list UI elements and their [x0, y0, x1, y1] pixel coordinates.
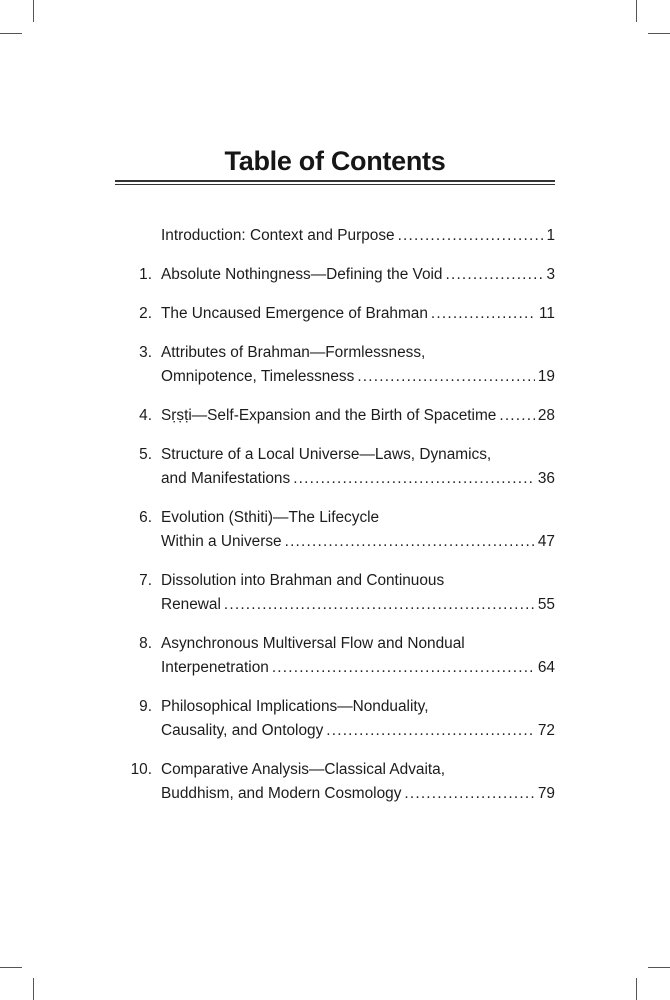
- toc-entry[interactable]: [115, 224, 555, 248]
- toc-entry[interactable]: [115, 506, 555, 554]
- toc-entry[interactable]: [115, 263, 555, 287]
- dot-leader: [326, 719, 535, 743]
- toc-entry-title-line: Introduction: Context and Purpose: [161, 227, 395, 244]
- crop-mark: [0, 967, 22, 968]
- dot-leader: [357, 365, 535, 389]
- toc-entry-title-line: Absolute Nothingness—Defining the Void: [161, 266, 443, 283]
- dot-leader: [404, 782, 534, 806]
- toc-entry-leader-row: [161, 719, 555, 743]
- toc-entry[interactable]: [115, 404, 555, 428]
- dot-leader: [499, 404, 535, 428]
- toc-entry-body: [161, 302, 555, 326]
- title-rule: [115, 184, 555, 185]
- dot-leader: [224, 593, 535, 617]
- toc-entry-body: [161, 404, 555, 428]
- toc-entry-leader-row: [161, 782, 555, 806]
- toc-entry-title-line: Comparative Analysis—Classical Advaita,: [161, 761, 445, 778]
- toc-entry-page-number: 28: [537, 407, 555, 424]
- crop-mark: [648, 33, 670, 34]
- toc-entry-page-number: 79: [537, 785, 555, 802]
- toc-entry[interactable]: [115, 695, 555, 743]
- toc-entry-title-line: and Manifestations: [161, 470, 291, 487]
- page-title: Table of Contents: [224, 146, 446, 176]
- toc-entry-number: 7.: [139, 572, 152, 589]
- title-rule: [115, 180, 555, 182]
- toc-entry-title-line: Attributes of Brahman—Formlessness,: [161, 344, 426, 361]
- toc-entry-body: [161, 506, 555, 554]
- toc-entry-number: 1.: [139, 266, 152, 283]
- toc-entry[interactable]: [115, 758, 555, 806]
- toc-entry-leader-row: [161, 263, 555, 287]
- toc-entry-leader-row: [161, 467, 555, 491]
- toc-entry-number: 9.: [139, 698, 152, 715]
- toc-entry[interactable]: [115, 341, 555, 389]
- toc-entry-body: [161, 695, 555, 743]
- toc-entry-page-number: 19: [537, 368, 555, 385]
- toc-entry-title-line: Omnipotence, Timelessness: [161, 368, 355, 385]
- toc-entry-title-line: Evolution (Sthiti)—The Lifecycle: [161, 509, 380, 526]
- dot-leader: [272, 656, 535, 680]
- toc-entry-number: 4.: [139, 407, 152, 424]
- toc-entry-page-number: 11: [539, 305, 555, 322]
- toc-list: [115, 224, 555, 821]
- toc-entry-leader-row: [161, 656, 555, 680]
- toc-entry-number: 3.: [139, 344, 152, 361]
- crop-mark: [636, 978, 637, 1000]
- toc-entry-page-number: 3: [546, 266, 555, 283]
- toc-entry-number: 8.: [139, 635, 152, 652]
- toc-entry-number: 6.: [139, 509, 152, 526]
- toc-entry-leader-row: [161, 365, 555, 389]
- toc-entry-title-line: Causality, and Ontology: [161, 722, 324, 739]
- toc-entry-body: [161, 443, 555, 491]
- toc-entry[interactable]: [115, 302, 555, 326]
- toc-entry-title-line: Buddhism, and Modern Cosmology: [161, 785, 402, 802]
- toc-entry-page-number: 36: [537, 470, 555, 487]
- toc-entry-page-number: 1: [546, 227, 555, 244]
- dot-leader: [285, 530, 535, 554]
- toc-entry-body: [161, 263, 555, 287]
- toc-entry[interactable]: [115, 569, 555, 617]
- toc-entry-body: [161, 341, 555, 389]
- toc-entry-page-number: 47: [537, 533, 555, 550]
- toc-entry-page-number: 72: [537, 722, 555, 739]
- crop-mark: [0, 33, 22, 34]
- toc-entry-page-number: 64: [537, 659, 555, 676]
- crop-mark: [648, 967, 670, 968]
- toc-entry-number: 2.: [139, 305, 152, 322]
- toc-entry-body: [161, 569, 555, 617]
- toc-entry-body: [161, 758, 555, 806]
- toc-entry-title-line: Within a Universe: [161, 533, 282, 550]
- toc-entry-body: [161, 632, 555, 680]
- toc-entry-title-line: Dissolution into Brahman and Continuous: [161, 572, 445, 589]
- toc-entry-body: [161, 224, 555, 248]
- crop-mark: [636, 0, 637, 22]
- toc-entry[interactable]: [115, 443, 555, 491]
- toc-entry-number: 10.: [130, 761, 152, 778]
- dot-leader: [293, 467, 535, 491]
- toc-entry-leader-row: [161, 530, 555, 554]
- dot-leader: [398, 224, 544, 248]
- toc-entry-title-line: The Uncaused Emergence of Brahman: [161, 305, 428, 322]
- toc-entry-title-line: Structure of a Local Universe—Laws, Dynamics,: [161, 446, 492, 463]
- toc-entry-title-line: Philosophical Implications—Nonduality,: [161, 698, 429, 715]
- toc-entry-title-line: Sṛṣṭi—Self-Expansion and the Birth of Spacetime: [161, 407, 497, 424]
- toc-entry-title-line: Renewal: [161, 596, 221, 613]
- dot-leader: [446, 263, 544, 287]
- toc-entry-title-line: Interpenetration: [161, 659, 269, 676]
- toc-entry-page-number: 55: [537, 596, 555, 613]
- toc-entry[interactable]: [115, 632, 555, 680]
- crop-mark: [33, 978, 34, 1000]
- toc-entry-leader-row: [161, 224, 555, 248]
- toc-entry-leader-row: [161, 302, 555, 326]
- toc-entry-title-line: Asynchronous Multiversal Flow and Nondual: [161, 635, 465, 652]
- toc-entry-number: 5.: [139, 446, 152, 463]
- toc-entry-leader-row: [161, 404, 555, 428]
- toc-entry-leader-row: [161, 593, 555, 617]
- dot-leader: [431, 302, 536, 326]
- crop-mark: [33, 0, 34, 22]
